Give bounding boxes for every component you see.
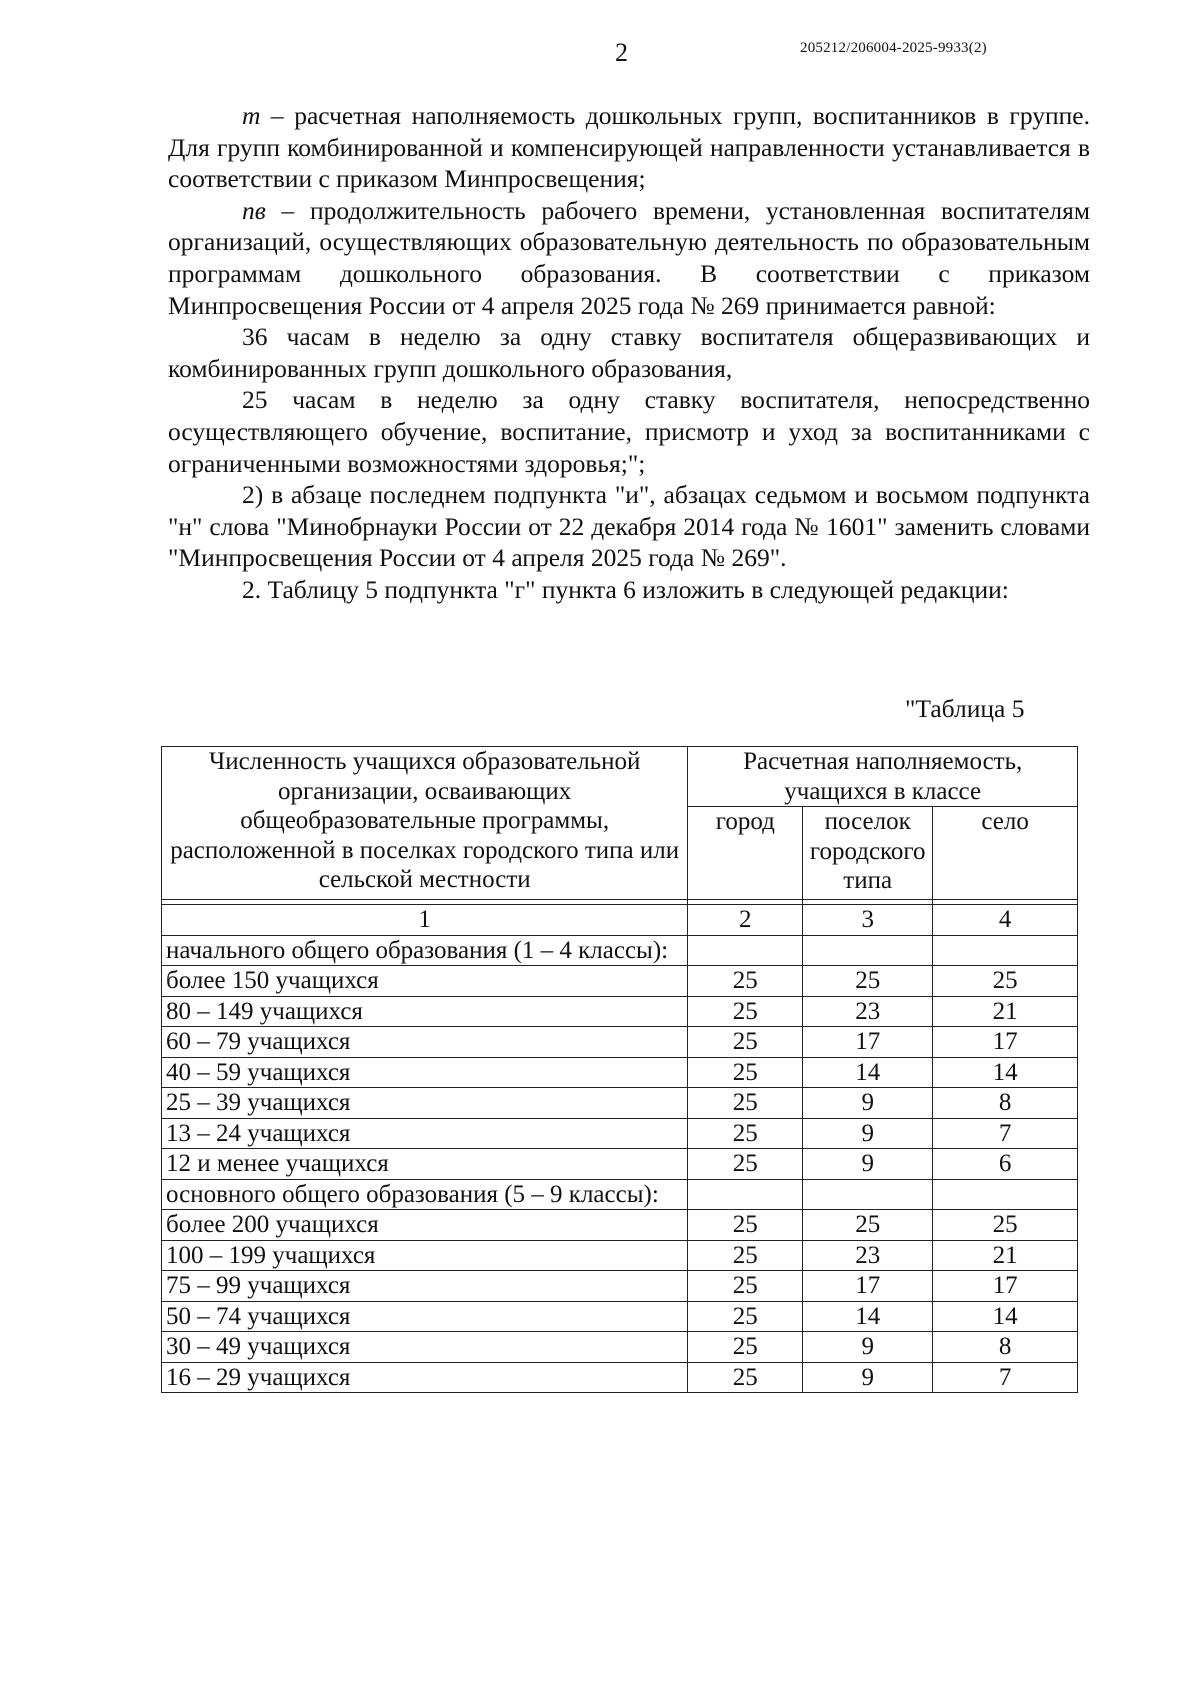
row-value: 25 bbox=[688, 1149, 803, 1180]
row-value: 14 bbox=[933, 1301, 1078, 1332]
row-value: 14 bbox=[933, 1057, 1078, 1088]
row-value: 14 bbox=[803, 1057, 933, 1088]
row-label: более 200 учащихся bbox=[162, 1210, 688, 1241]
row-value: 17 bbox=[803, 1027, 933, 1058]
paragraph: 2) в абзаце последнем подпункта "и", абзацах седьмом и восьмом подпункта "н" слова "Минобрнауки России от 22 декабря 2014 года № 1601" заменить словами "Минпросвещения России от 4 апреля 2025 года № 269". bbox=[168, 480, 1090, 573]
formula-symbol: m bbox=[242, 101, 261, 130]
row-value: 6 bbox=[933, 1149, 1078, 1180]
row-value: 25 bbox=[688, 1088, 803, 1119]
table-caption: "Таблица 5 bbox=[905, 694, 1025, 723]
row-value: 23 bbox=[803, 996, 933, 1027]
row-label: 16 – 29 учащихся bbox=[162, 1362, 688, 1393]
empty-cell bbox=[688, 935, 803, 966]
row-label: более 150 учащихся bbox=[162, 966, 688, 997]
row-value: 9 bbox=[803, 1118, 933, 1149]
row-value: 17 bbox=[933, 1027, 1078, 1058]
row-value: 25 bbox=[688, 1210, 803, 1241]
table-5 bbox=[161, 746, 1078, 1393]
row-value: 21 bbox=[933, 996, 1078, 1027]
paragraph: 25 часам в неделю за одну ставку воспитателя, непосредственно осуществляющего обучение, воспитание, присмотр и уход за воспитанниками с ограниченными возможностями здоровья;"; bbox=[168, 385, 1090, 478]
document-id: 205212/206004-2025-9933(2) bbox=[800, 40, 987, 56]
row-value: 23 bbox=[803, 1240, 933, 1271]
row-value: 25 bbox=[688, 1118, 803, 1149]
row-label: 75 – 99 учащихся bbox=[162, 1271, 688, 1302]
section-title-row bbox=[162, 1179, 1078, 1210]
row-value: 25 bbox=[803, 1210, 933, 1241]
table-row bbox=[162, 1149, 1078, 1180]
table-row bbox=[162, 1057, 1078, 1088]
table-row bbox=[162, 1332, 1078, 1363]
table-row bbox=[162, 996, 1078, 1027]
header-town: поселок городского типа bbox=[803, 807, 933, 900]
row-value: 7 bbox=[933, 1362, 1078, 1393]
table-row bbox=[162, 1210, 1078, 1241]
column-number: 3 bbox=[803, 905, 933, 936]
empty-cell bbox=[933, 1179, 1078, 1210]
table-row bbox=[162, 1088, 1078, 1119]
row-value: 8 bbox=[933, 1332, 1078, 1363]
row-label: 30 – 49 учащихся bbox=[162, 1332, 688, 1363]
row-label: 100 – 199 учащихся bbox=[162, 1240, 688, 1271]
row-value: 25 bbox=[688, 1240, 803, 1271]
table-header-row bbox=[162, 747, 1078, 807]
header-col1: Численность учащихся образовательной организации, осваивающих общеобразовательные программы, расположенной в поселках городского типа или сельской местности bbox=[162, 747, 688, 900]
row-value: 9 bbox=[803, 1088, 933, 1119]
row-value: 25 bbox=[803, 966, 933, 997]
header-city: город bbox=[688, 807, 803, 900]
section-title: начального общего образования (1 – 4 классы): bbox=[162, 935, 688, 966]
row-value: 25 bbox=[688, 1301, 803, 1332]
row-value: 25 bbox=[688, 1271, 803, 1302]
row-label: 13 – 24 учащихся bbox=[162, 1118, 688, 1149]
paragraph bbox=[168, 195, 1090, 321]
row-label: 12 и менее учащихся bbox=[162, 1149, 688, 1180]
page-number: 2 bbox=[615, 38, 628, 67]
row-value: 25 bbox=[688, 1057, 803, 1088]
table-row bbox=[162, 966, 1078, 997]
empty-cell bbox=[803, 935, 933, 966]
row-value: 7 bbox=[933, 1118, 1078, 1149]
paragraph: 2. Таблицу 5 подпункта "г" пункта 6 изложить в следующей редакции: bbox=[242, 574, 1009, 604]
row-value: 9 bbox=[803, 1332, 933, 1363]
row-value: 9 bbox=[803, 1362, 933, 1393]
row-value: 8 bbox=[933, 1088, 1078, 1119]
header-village: село bbox=[933, 807, 1078, 900]
body-text bbox=[168, 100, 1090, 606]
row-value: 17 bbox=[803, 1271, 933, 1302]
column-number-row bbox=[162, 905, 1078, 936]
row-label: 80 – 149 учащихся bbox=[162, 996, 688, 1027]
table-row bbox=[162, 1240, 1078, 1271]
row-label: 25 – 39 учащихся bbox=[162, 1088, 688, 1119]
column-number: 1 bbox=[162, 905, 688, 936]
paragraph: 36 часам в неделю за одну ставку воспитателя общеразвивающих и комбинированных групп дошкольного образования, bbox=[168, 322, 1090, 383]
formula-symbol: nв bbox=[242, 195, 266, 225]
row-value: 25 bbox=[688, 966, 803, 997]
table-row bbox=[162, 1362, 1078, 1393]
empty-cell bbox=[933, 935, 1078, 966]
row-value: 25 bbox=[688, 1332, 803, 1363]
row-value: 21 bbox=[933, 1240, 1078, 1271]
paragraph-text: – расчетная наполняемость дошкольных групп, воспитанников в группе. Для групп комбинированной и компенсирующей направленности устанавливается в соответствии с приказом Минпросвещения; bbox=[168, 101, 1090, 194]
row-value: 25 bbox=[933, 1210, 1078, 1241]
table-row bbox=[162, 1027, 1078, 1058]
header-group: Расчетная наполняемость, учащихся в классе bbox=[688, 747, 1078, 807]
row-value: 25 bbox=[688, 1362, 803, 1393]
row-value: 14 bbox=[803, 1301, 933, 1332]
empty-cell bbox=[803, 1179, 933, 1210]
row-label: 60 – 79 учащихся bbox=[162, 1027, 688, 1058]
empty-cell bbox=[688, 1179, 803, 1210]
table-row bbox=[162, 1118, 1078, 1149]
row-value: 25 bbox=[688, 996, 803, 1027]
row-label: 50 – 74 учащихся bbox=[162, 1301, 688, 1332]
section-title: основного общего образования (5 – 9 классы): bbox=[162, 1179, 688, 1210]
column-number: 2 bbox=[688, 905, 803, 936]
row-value: 17 bbox=[933, 1271, 1078, 1302]
paragraph-text: – продолжительность рабочего времени, установленная воспитателям организаций, осуществляющих образовательную деятельность по образовательным программам дошкольного образования. В соответствии с приказом Минпросвещения России от 4 апреля 2025 года № 269 принимается равной: bbox=[168, 195, 1090, 320]
row-value: 25 bbox=[688, 1027, 803, 1058]
row-value: 25 bbox=[933, 966, 1078, 997]
table-row bbox=[162, 1271, 1078, 1302]
row-value: 9 bbox=[803, 1149, 933, 1180]
paragraph bbox=[168, 100, 1090, 195]
section-title-row bbox=[162, 935, 1078, 966]
column-number: 4 bbox=[933, 905, 1078, 936]
row-label: 40 – 59 учащихся bbox=[162, 1057, 688, 1088]
table-row bbox=[162, 1301, 1078, 1332]
